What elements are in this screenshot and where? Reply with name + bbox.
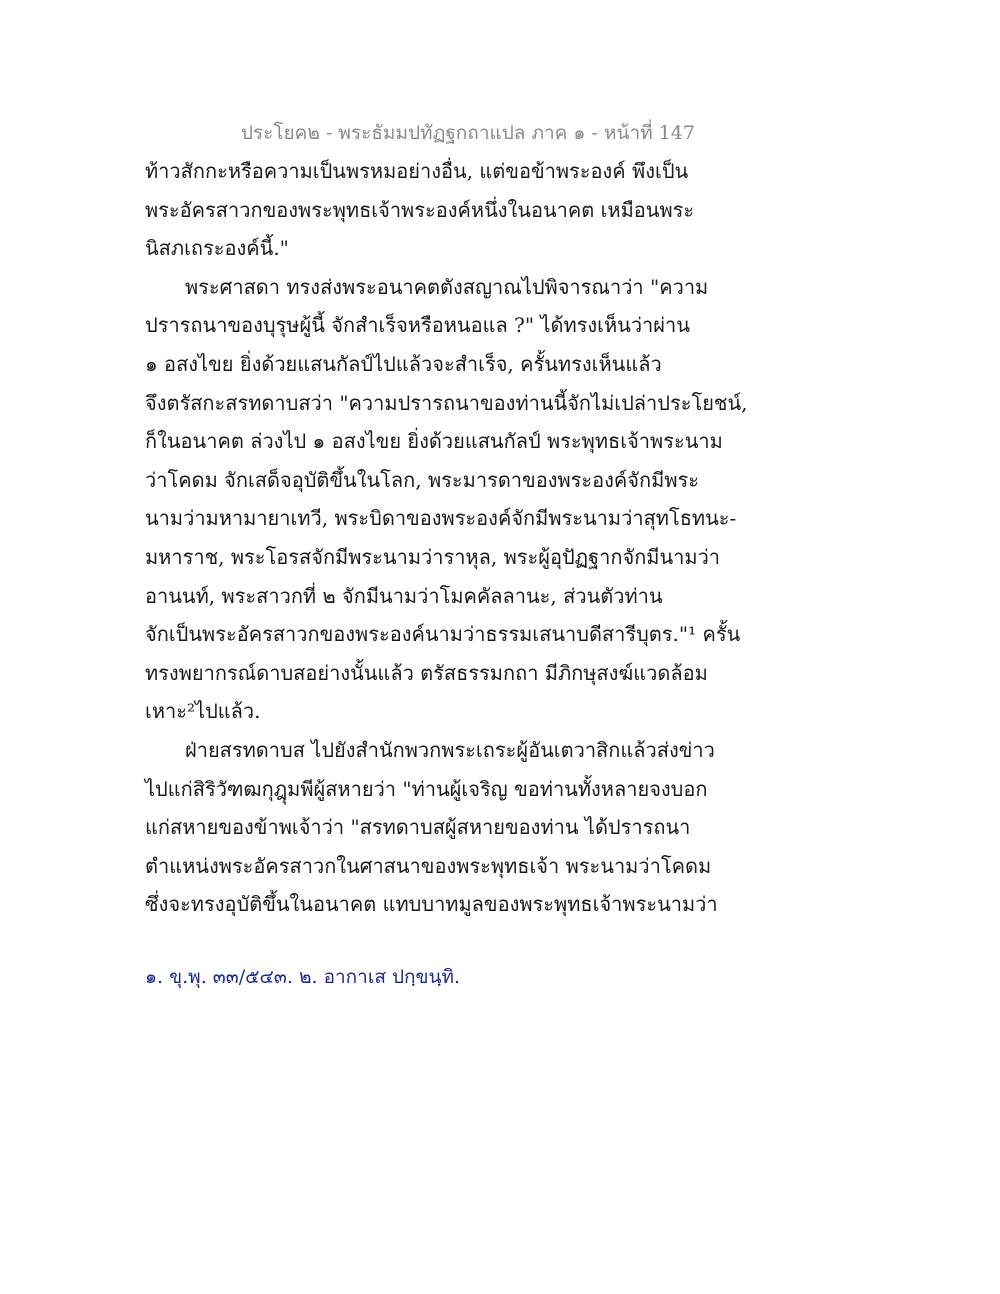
text-line: ปรารถนาของบุรุษผู้นี้ จักสำเร็จหรือหนอแล ?" ได้ทรงเห็นว่าผ่าน bbox=[145, 313, 690, 338]
text-line: จึงตรัสกะสรทดาบสว่า "ความปรารถนาของท่านนี้จักไม่เปล่าประโยชน์, bbox=[145, 390, 748, 415]
text-line: อานนท์, พระสาวกที่ ๒ จักมีนามว่าโมคคัลลานะ, ส่วนตัวท่าน bbox=[145, 583, 663, 608]
paragraph-start-line: ฝ่ายสรทดาบส ไปยังสำนักพวกพระเถระผู้อันเตวาสิกแล้วส่งข่าว bbox=[185, 737, 715, 762]
text-line: จักเป็นพระอัครสาวกของพระองค์นามว่าธรรมเสนาบดีสารีบุตร."¹ ครั้น bbox=[145, 622, 741, 647]
footnote: ๑. ขุ.พุ. ๓๓/๕๔๓. ๒. อากาเส ปกฺขนฺทิ. bbox=[145, 966, 461, 988]
text-line: ก็ในอนาคต ล่วงไป ๑ อสงไขย ยิ่งด้วยแสนกัลป์ พระพุทธเจ้าพระนาม bbox=[145, 429, 723, 454]
running-header: ประโยค๒ - พระธัมมปทัฏฐกถาแปล ภาค ๑ - หน้าที่ 147 bbox=[240, 122, 695, 144]
text-line: ว่าโคดม จักเสด็จอุบัติขึ้นในโลก, พระมารดาของพระองค์จักมีพระ bbox=[145, 467, 699, 492]
body-text bbox=[145, 152, 865, 924]
text-line: ทรงพยากรณ์ดาบสอย่างนั้นแล้ว ตรัสธรรมกถา มีภิกษุสงฆ์แวดล้อม bbox=[145, 660, 708, 685]
text-line: ตำแหน่งพระอัครสาวกในศาสนาของพระพุทธเจ้า พระนามว่าโคดม bbox=[145, 853, 712, 878]
text-line: นามว่ามหามายาเทวี, พระบิดาของพระองค์จักมีพระนามว่าสุทโธทนะ- bbox=[145, 506, 737, 531]
text-line: ๑ อสงไขย ยิ่งด้วยแสนกัลป์ไปแล้วจะสำเร็จ, ครั้นทรงเห็นแล้ว bbox=[145, 351, 662, 376]
text-line: ซึ่งจะทรงอุบัติขึ้นในอนาคต แทบบาทมูลของพระพุทธเจ้าพระนามว่า bbox=[145, 892, 718, 917]
text-line: ท้าวสักกะหรือความเป็นพรหมอย่างอื่น, แต่ขอข้าพระองค์ พึงเป็น bbox=[145, 159, 689, 183]
text-line: มหาราช, พระโอรสจักมีพระนามว่าราหุล, พระผู้อุปัฏฐากจักมีนามว่า bbox=[145, 544, 721, 569]
text-line: แก่สหายของข้าพเจ้าว่า "สรทดาบสผู้สหายของท่าน ได้ปรารถนา bbox=[145, 815, 691, 840]
text-line: เหาะ²ไปแล้ว. bbox=[145, 699, 261, 724]
text-line: ไปแก่สิริวัฑฒกุฎุมพีผู้สหายว่า "ท่านผู้เจริญ ขอท่านทั้งหลายจงบอก bbox=[145, 776, 708, 801]
text-line: พระอัครสาวกของพระพุทธเจ้าพระองค์หนึ่งในอนาคต เหมือนพระ bbox=[145, 197, 695, 222]
paragraph-start-line: พระศาสดา ทรงส่งพระอนาคตตังสญาณไปพิจารณาว่า "ความ bbox=[185, 274, 709, 299]
text-line: นิสภเถระองค์นี้." bbox=[145, 236, 289, 261]
